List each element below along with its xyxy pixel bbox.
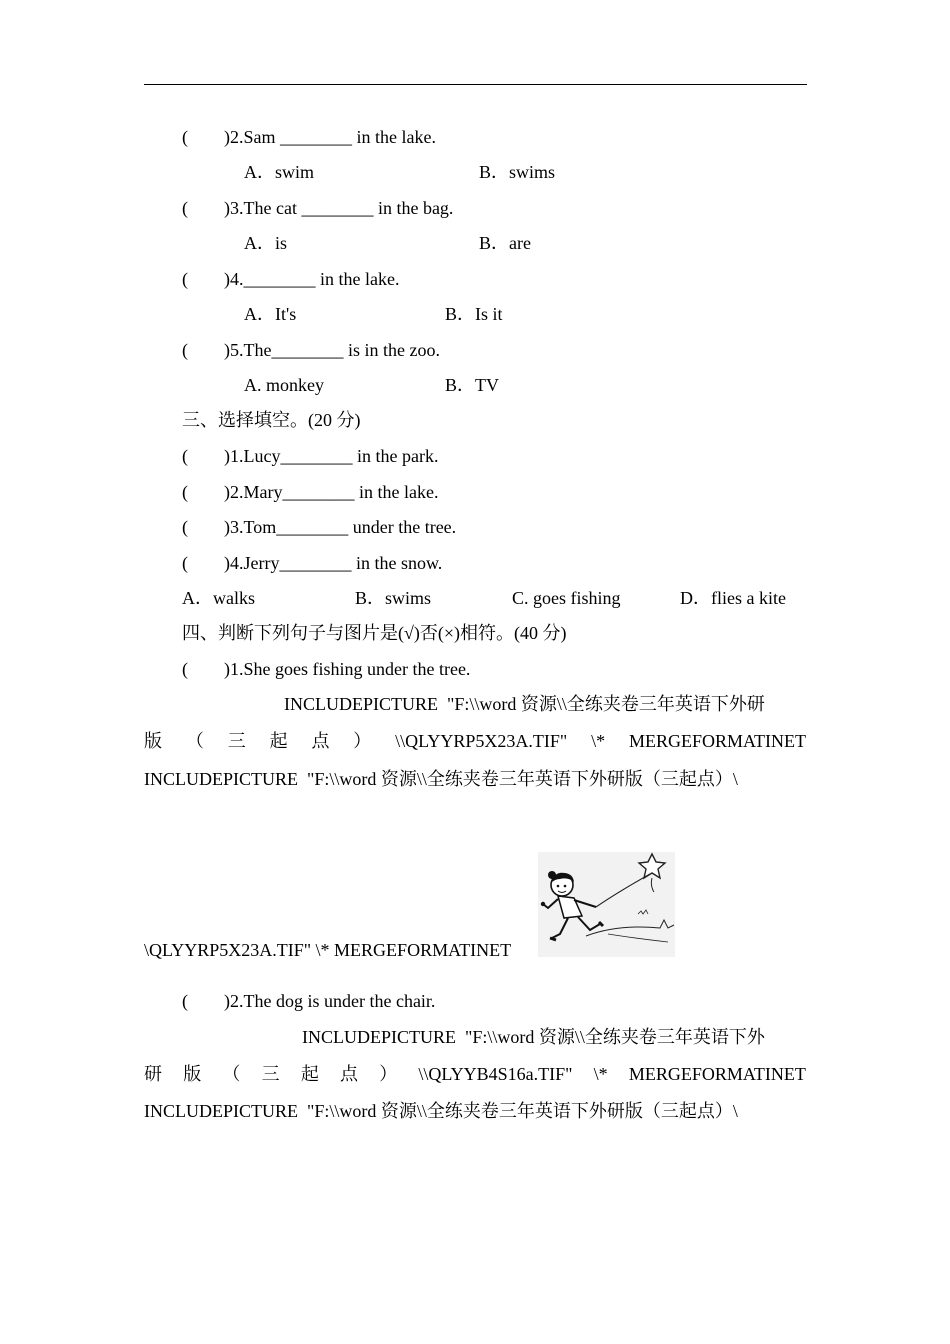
option-a: A．swim	[244, 162, 315, 182]
option-b: B．Is it	[445, 304, 503, 324]
field-code-token: 三	[261, 1064, 280, 1084]
option-a: A. monkey	[244, 375, 324, 395]
field-code-token: 起	[300, 1064, 319, 1084]
field-code-token: 三	[227, 731, 246, 751]
part3-option-a: A．walks	[182, 588, 255, 608]
part3-option-d: D．flies a kite	[680, 588, 786, 608]
field-code-line	[144, 731, 806, 751]
question-3: ( )3.The cat ________ in the bag.	[182, 198, 454, 218]
field-code-token: \*	[591, 731, 606, 751]
section-3-heading: 三、选择填空。(20 分)	[182, 410, 361, 430]
field-code-token: ）	[379, 1064, 398, 1084]
part3-option-c: C. goes fishing	[512, 588, 621, 608]
part3-question-4: ( )4.Jerry________ in the snow.	[182, 553, 443, 573]
kite-girl-drawing	[538, 852, 675, 957]
option-b: B．are	[479, 233, 531, 253]
field-code-line: INCLUDEPICTURE "F:\\word 资源\\全练夹卷三年英语下外研版（三起点）\	[144, 1101, 738, 1121]
field-code-token: ）	[353, 731, 372, 751]
part3-question-1: ( )1.Lucy________ in the park.	[182, 446, 439, 466]
kite-girl-illustration	[538, 852, 675, 957]
section-4-heading: 四、判断下列句子与图片是(√)否(×)相符。(40 分)	[182, 623, 567, 643]
field-code-token: 起	[269, 731, 288, 751]
part3-option-b: B．swims	[355, 588, 432, 608]
field-code-token: \\QLYYB4S16a.TIF"	[418, 1064, 573, 1084]
field-code-line: \QLYYRP5X23A.TIF" \* MERGEFORMATINET	[144, 940, 512, 960]
option-a: A．It's	[244, 304, 297, 324]
part4-question-2: ( )2.The dog is under the chair.	[182, 991, 436, 1011]
field-code-token: 版	[183, 1064, 202, 1084]
part3-question-3: ( )3.Tom________ under the tree.	[182, 517, 457, 537]
field-code-token: \\QLYYRP5X23A.TIF"	[395, 731, 568, 751]
field-code-token: 点	[311, 731, 330, 751]
field-code-token: \*	[593, 1064, 608, 1084]
field-code-line: INCLUDEPICTURE "F:\\word 资源\\全练夹卷三年英语下外	[302, 1027, 765, 1047]
field-code-token: 研	[144, 1064, 162, 1084]
option-b: B．TV	[445, 375, 499, 395]
option-b: B．swims	[479, 162, 556, 182]
option-a: A．is	[244, 233, 288, 253]
question-2: ( )2.Sam ________ in the lake.	[182, 127, 436, 147]
part4-question-1: ( )1.She goes fishing under the tree.	[182, 659, 471, 679]
field-code-token: 版	[144, 731, 162, 751]
field-code-token: MERGEFORMATINET	[628, 1064, 806, 1084]
field-code-token: 点	[340, 1064, 359, 1084]
field-code-token: （	[222, 1064, 241, 1084]
field-code-line	[144, 1064, 806, 1084]
question-4: ( )4.________ in the lake.	[182, 269, 400, 289]
question-5: ( )5.The________ is in the zoo.	[182, 340, 440, 360]
field-code-token: （	[185, 731, 204, 751]
header-rule	[144, 84, 807, 85]
field-code-line: INCLUDEPICTURE "F:\\word 资源\\全练夹卷三年英语下外研版（三起点）\	[144, 769, 738, 789]
field-code-token: MERGEFORMATINET	[628, 731, 806, 751]
field-code-line: INCLUDEPICTURE "F:\\word 资源\\全练夹卷三年英语下外研	[284, 694, 765, 714]
part3-question-2: ( )2.Mary________ in the lake.	[182, 482, 439, 502]
